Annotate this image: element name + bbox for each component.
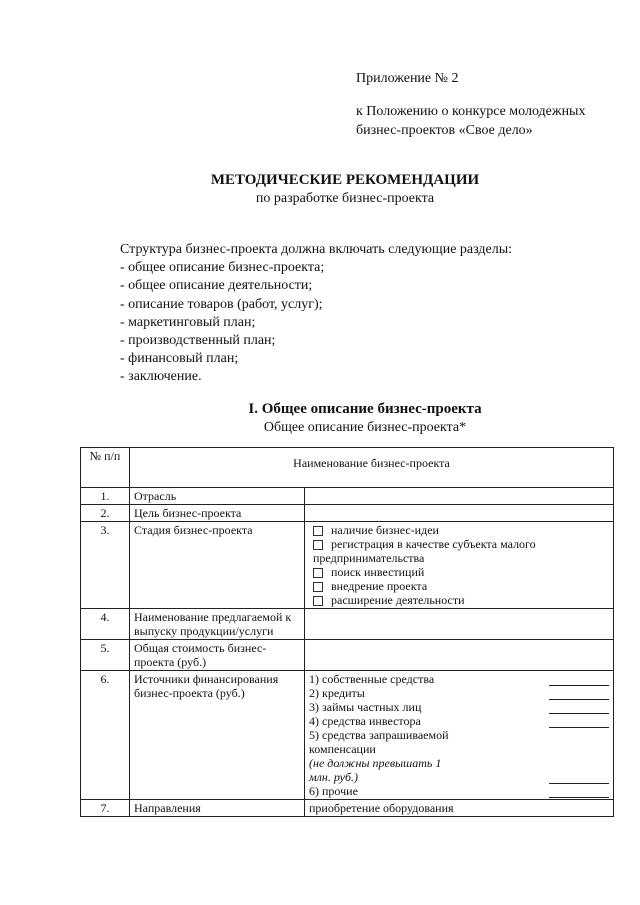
table-row bbox=[81, 640, 614, 671]
funding-sources bbox=[305, 671, 614, 800]
row-label: Отрасль bbox=[130, 488, 305, 505]
project-description-table bbox=[80, 447, 614, 817]
row-value[interactable]: приобретение оборудования bbox=[305, 800, 614, 817]
appendix-reference-line2: бизнес-проектов «Свое дело» bbox=[356, 123, 533, 138]
section-title: I. Общее описание бизнес-проекта bbox=[248, 401, 482, 417]
row-value[interactable] bbox=[305, 640, 614, 671]
table-row bbox=[81, 505, 614, 522]
appendix-number: Приложение № 2 bbox=[356, 71, 459, 86]
row-num: 4. bbox=[81, 609, 130, 640]
checkbox-icon[interactable] bbox=[313, 526, 323, 536]
stage-option[interactable] bbox=[309, 565, 609, 579]
list-item: - производственный план; bbox=[120, 333, 276, 349]
header-project-name: Наименование бизнес-проекта bbox=[130, 448, 614, 488]
structure-lead: Структура бизнес-проекта должна включать следующие разделы: bbox=[120, 242, 513, 257]
source-label: 6) прочие bbox=[309, 784, 358, 798]
checkbox-icon[interactable] bbox=[313, 568, 323, 578]
header-num: № п/п bbox=[81, 448, 130, 488]
row-num: 7. bbox=[81, 800, 130, 817]
funding-source bbox=[309, 700, 609, 714]
row-label: Источники финансирования бизнес-проекта (руб.) bbox=[130, 671, 305, 800]
option-label: наличие бизнес-идеи bbox=[331, 523, 439, 537]
compensation-note-row bbox=[309, 756, 609, 784]
checkbox-icon[interactable] bbox=[313, 540, 323, 550]
option-label: внедрение проекта bbox=[331, 579, 428, 593]
fill-in-line[interactable] bbox=[549, 796, 609, 798]
list-item: - финансовый план; bbox=[120, 351, 239, 367]
list-item: - маркетинговый план; bbox=[120, 314, 256, 330]
row-label: Общая стоимость бизнес-проекта (руб.) bbox=[130, 640, 305, 671]
compensation-note: (не должны превышать 1 млн. руб.) bbox=[309, 756, 442, 784]
row-value[interactable] bbox=[305, 488, 614, 505]
row-num: 2. bbox=[81, 505, 130, 522]
row-num: 5. bbox=[81, 640, 130, 671]
funding-source bbox=[309, 672, 609, 686]
source-label: 4) средства инвестора bbox=[309, 714, 421, 728]
document-title: МЕТОДИЧЕСКИЕ РЕКОМЕНДАЦИИ bbox=[210, 172, 480, 188]
row-label: Наименование предлагаемой к выпуску продукции/услуги bbox=[130, 609, 305, 640]
table-row bbox=[81, 488, 614, 505]
document-subtitle: по разработке бизнес-проекта bbox=[255, 191, 435, 206]
appendix-reference-line1: к Положению о конкурсе молодежных bbox=[356, 104, 586, 119]
table-row bbox=[81, 522, 614, 609]
list-item: - общее описание бизнес-проекта; bbox=[120, 260, 325, 276]
stage-options bbox=[305, 522, 614, 609]
fill-in-line[interactable] bbox=[549, 726, 609, 728]
structure-list bbox=[120, 259, 512, 386]
list-item: - описание товаров (работ, услуг); bbox=[120, 296, 323, 312]
row-label: Направления bbox=[130, 800, 305, 817]
structure-intro bbox=[120, 241, 512, 387]
checkbox-icon[interactable] bbox=[313, 582, 323, 592]
funding-source bbox=[309, 784, 609, 798]
table-row bbox=[81, 671, 614, 800]
funding-source: 5) средства запрашиваемой компенсации bbox=[309, 728, 449, 756]
fill-in-line[interactable] bbox=[549, 684, 609, 686]
fill-in-line[interactable] bbox=[549, 712, 609, 714]
table-header-row bbox=[81, 448, 614, 488]
fill-in-line[interactable] bbox=[549, 698, 609, 700]
row-num: 3. bbox=[81, 522, 130, 609]
section-subtitle: Общее описание бизнес-проекта* bbox=[263, 420, 467, 435]
list-item: - заключение. bbox=[120, 369, 202, 385]
table-row bbox=[81, 800, 614, 817]
row-value[interactable] bbox=[305, 505, 614, 522]
row-num: 6. bbox=[81, 671, 130, 800]
stage-option[interactable] bbox=[309, 579, 609, 593]
option-label: регистрация в качестве субъекта малого предпринимательства bbox=[313, 537, 536, 565]
stage-option[interactable] bbox=[309, 537, 609, 565]
source-label: 3) займы частных лиц bbox=[309, 700, 422, 714]
funding-source bbox=[309, 714, 609, 728]
source-label: 2) кредиты bbox=[309, 686, 365, 700]
source-label: 1) собственные средства bbox=[309, 672, 435, 686]
list-item: - общее описание деятельности; bbox=[120, 278, 313, 294]
option-label: расширение деятельности bbox=[331, 593, 465, 607]
row-label: Стадия бизнес-проекта bbox=[130, 522, 305, 609]
funding-source bbox=[309, 686, 609, 700]
row-num: 1. bbox=[81, 488, 130, 505]
table-row bbox=[81, 609, 614, 640]
row-label: Цель бизнес-проекта bbox=[130, 505, 305, 522]
fill-in-line[interactable] bbox=[549, 782, 609, 784]
option-label: поиск инвестиций bbox=[331, 565, 425, 579]
stage-option[interactable] bbox=[309, 523, 609, 537]
row-value[interactable] bbox=[305, 609, 614, 640]
appendix-header bbox=[356, 69, 585, 140]
checkbox-icon[interactable] bbox=[313, 596, 323, 606]
stage-option[interactable] bbox=[309, 593, 609, 607]
